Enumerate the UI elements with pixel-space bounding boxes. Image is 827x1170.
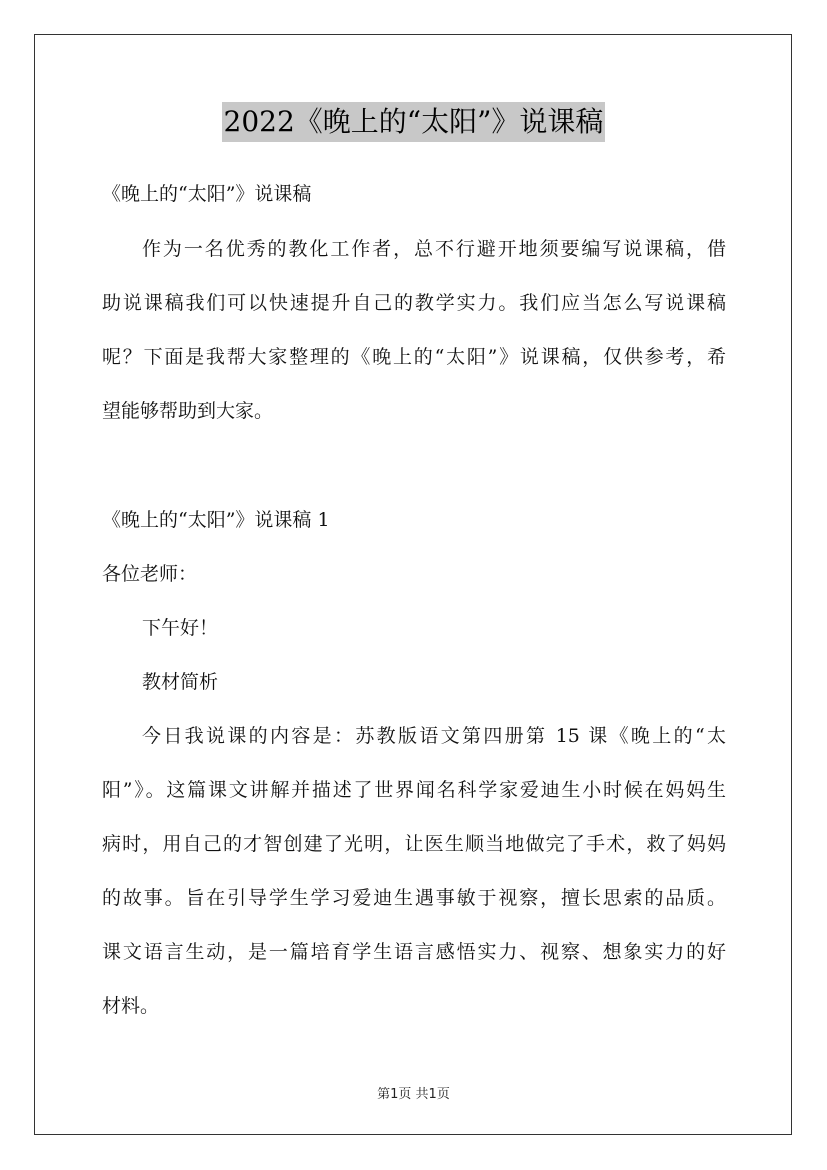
intro-line-2: 助说课稿我们可以快速提升自己的教学实力。我们应当怎么写说课稿 [102, 292, 726, 314]
page-footer: 第1页 共1页 [377, 1087, 450, 1102]
subheading: 教材简析 [142, 671, 219, 693]
greeting: 各位老师： [102, 563, 198, 585]
title-container [0, 102, 827, 142]
section-heading: 《晚上的“太阳”》说课稿 1 [102, 509, 330, 531]
document-title: 2022《晚上的“太阳”》说课稿 [222, 102, 606, 142]
intro-line-4: 望能够帮助到大家。 [102, 400, 274, 422]
body-line-3: 病时，用自己的才智创建了光明，让医生顺当地做完了手术，救了妈妈 [102, 833, 726, 855]
body-line-4: 的故事。旨在引导学生学习爱迪生遇事敏于视察，擅长思索的品质。 [102, 887, 726, 909]
body-line-2: 阳”》。这篇课文讲解并描述了世界闻名科学家爱迪生小时候在妈妈生 [102, 779, 726, 801]
body-line-6: 材料。 [102, 995, 160, 1017]
body-line-1: 今日我说课的内容是：苏教版语文第四册第 15 课《晚上的“太 [142, 725, 726, 747]
intro-line-3: 呢？下面是我帮大家整理的《晚上的“太阳”》说课稿，仅供参考，希 [102, 346, 726, 368]
body-line-5: 课文语言生动，是一篇培育学生语言感悟实力、视察、想象实力的好 [102, 941, 726, 963]
subtitle: 《晚上的“太阳”》说课稿 [102, 183, 312, 205]
salutation: 下午好！ [142, 617, 219, 639]
intro-line-1: 作为一名优秀的教化工作者，总不行避开地须要编写说课稿，借 [142, 238, 726, 260]
